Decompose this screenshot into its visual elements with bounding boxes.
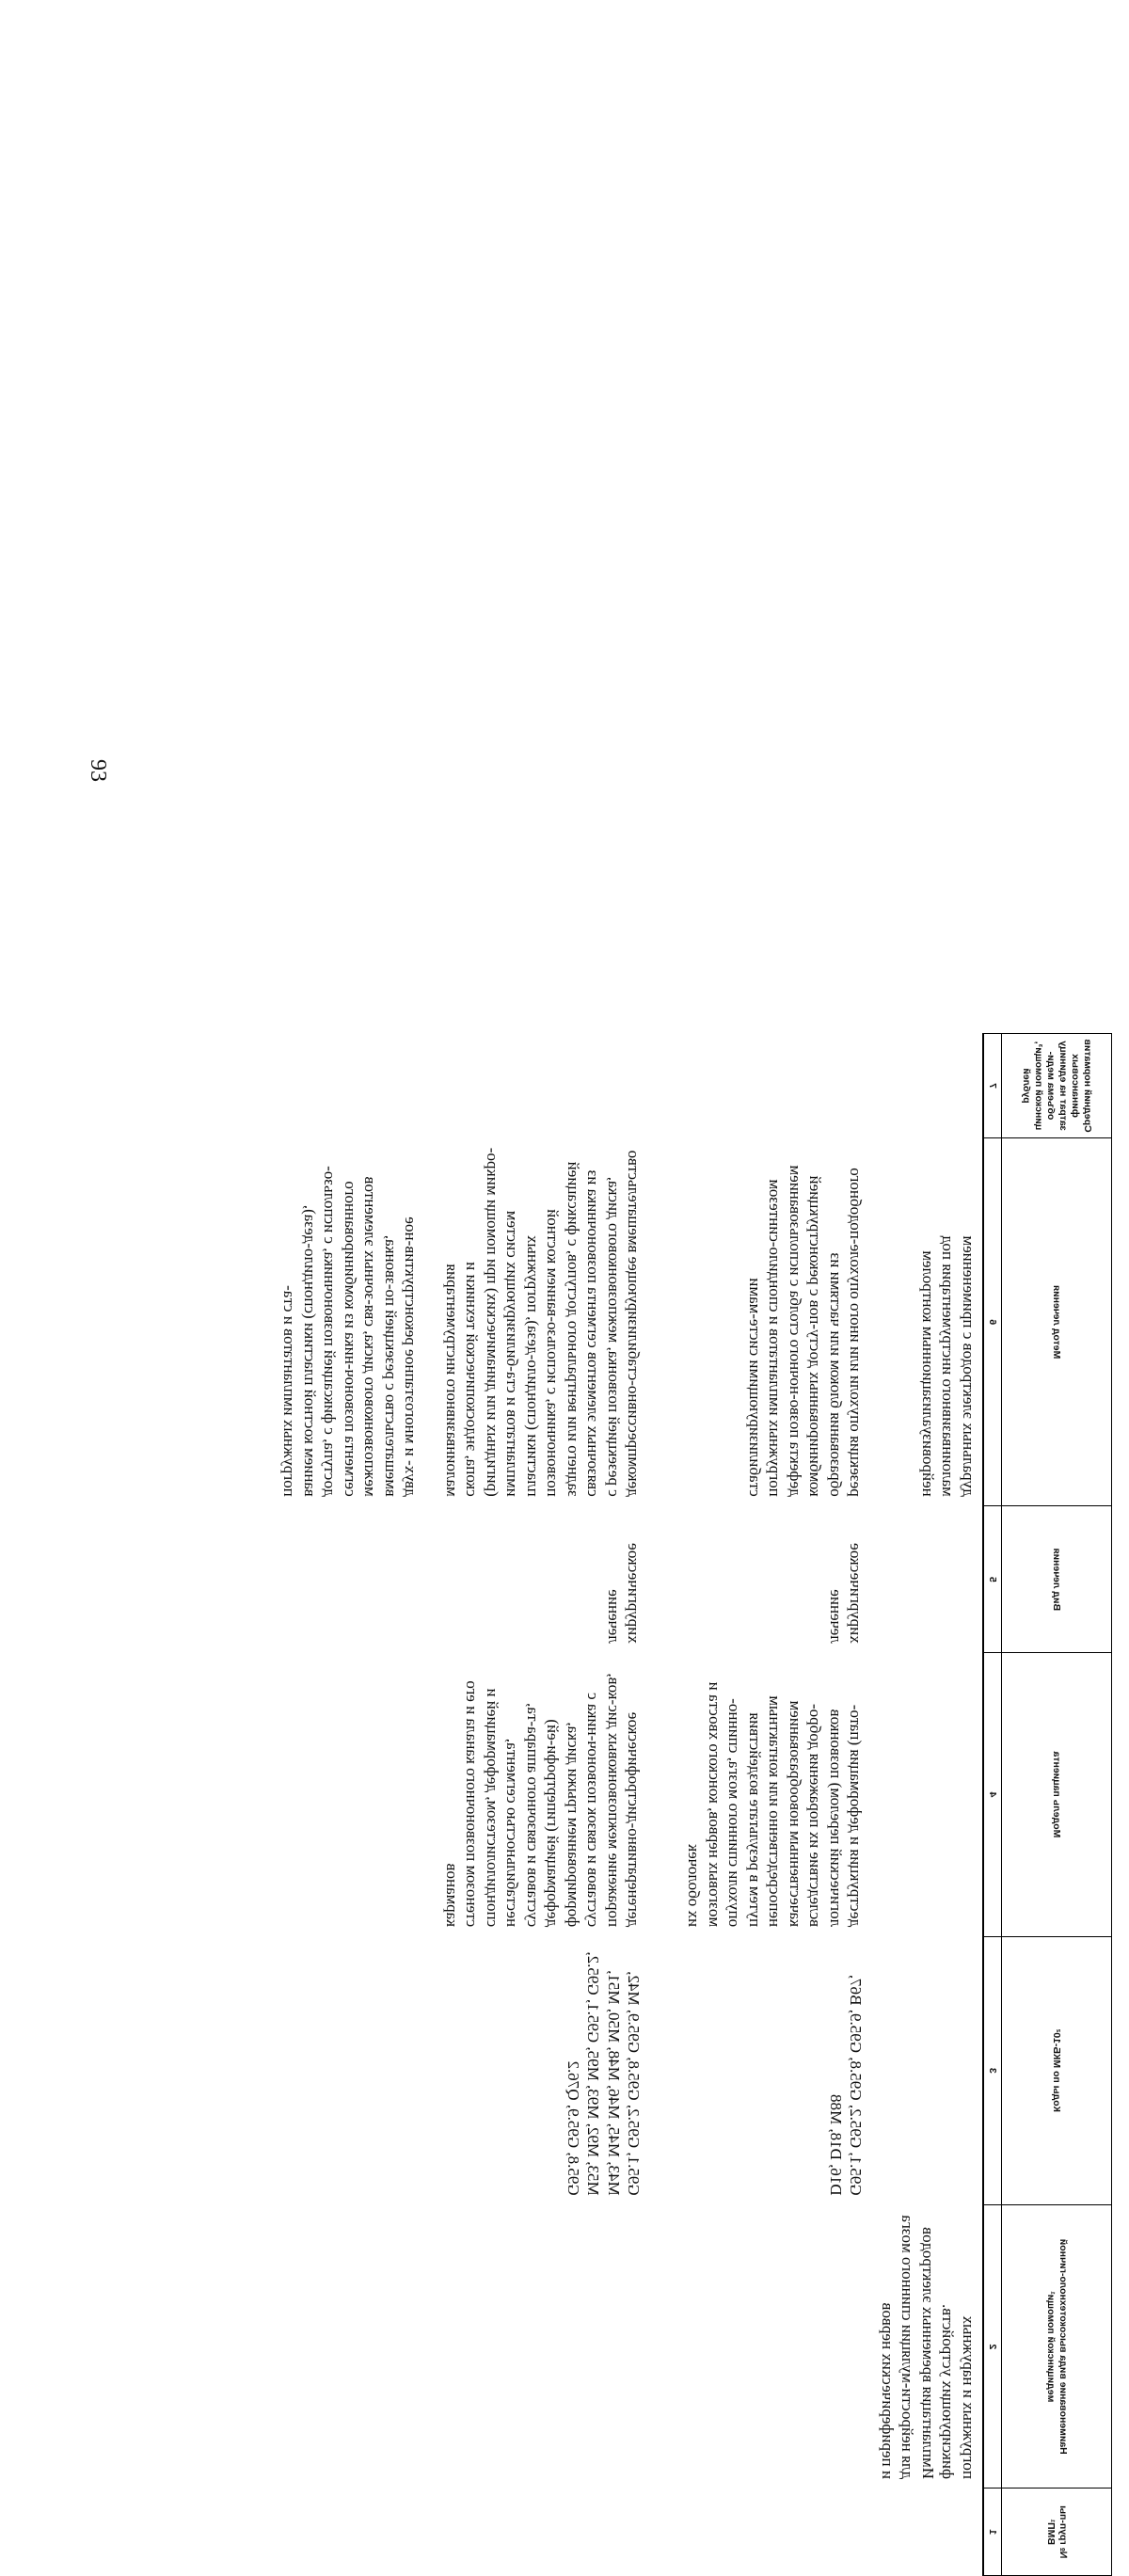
table-container [128,1033,1112,2576]
header-average-cost: Средний норматив финансовых затрат на единицу объема меди-цинской помощи³, рублей [1002,1034,1112,1138]
column-number: 4 [983,1653,1002,1936]
average-cost-cell [870,1034,984,1138]
table-row [870,1034,984,2576]
treatment-type-cell: хирургическое лечение [827,1543,866,1644]
treatment-type-cell: хирургическое лечение [605,1543,644,1644]
patient-model-cell: деструкция и деформация (пато-логический перелом) позвонков вследствие их поражения добро-качественным новообразованием непосредственно или контактным путем в результате воздействия опухоли спинного мозга, спинно-мозговых нервов, конского хвоста и их оболочек [685,1681,866,1928]
group-number-cell [870,2489,984,2576]
group-number-cell [272,2489,648,2576]
header-group-number: № груп-пы ВМП¹ [1002,2489,1112,2576]
header-vmp-name: Наименование вида высокотехноло-гичной медицинской помощи¹ [1002,2205,1112,2489]
table-row [648,1034,870,2576]
patient-model-cell [870,1653,984,1936]
vmp-name-cell [648,2205,870,2489]
header-icd-codes: Коды по МКБ-10² [1002,1936,1112,2205]
treatment-method-text: декомпрессивно-стабилизирующее вмешательство с резекцией позвонка, межпозвонкового диска, связочных элементов сегмента позвоночника из заднего или вентрального доступов, с фиксацией позвоночника, с использо-ванием костной пластики (спондило-деза), погружных имплантатов и ста-билизирующих систем (ригидных или динамических) при помощи микро-скопа, эндоскопической техники и малоинвазивного инструментария [443,1147,644,1497]
group-number-cell [648,2489,870,2576]
column-number: 2 [983,2205,1002,2489]
treatment-method-cell: дуральных электродов с применением малоинвазивного инструментария под нейровизуализационным контролем [919,1235,978,1497]
header-treatment-type: Вид лечения [1002,1506,1112,1653]
column-number: 5 [983,1506,1002,1653]
icd-codes-cell [870,1936,984,2205]
header-row [1002,1034,1112,2576]
column-number: 3 [983,1936,1002,2205]
vmp-table [272,1033,1112,2576]
header-treatment-method: Метод лечения [1002,1138,1112,1506]
column-number: 6 [983,1138,1002,1506]
average-cost-cell [648,1034,870,1138]
table-row [272,1034,648,2576]
vmp-name-cell: погружных и наружных фиксирующих устройств. Имплантация временных электродов для нейрости-муляции спинного мозга и периферических нервов [879,2215,978,2479]
column-number: 7 [983,1034,1002,1138]
rotated-page [128,1033,1112,2576]
column-number: 1 [983,2489,1002,2576]
column-number-row [983,1034,1002,2576]
page-number: 93 [86,759,110,782]
treatment-method-text-2: двух- и многоэтапное реконструктив-ное вмешательство с резекцией по-звонка, межпозвонкового диска, свя-зочных элементов сегмента позвоноч-ника из комбинированного доступа, с фиксацией позвоночника, с использо-ванием костной пластики (спондило-деза), погружных имплантатов и ста- [280,1166,421,1497]
treatment-method-cell [272,1138,648,1506]
icd-codes-cell: G95.1, G95.2, G95.8, G95.9, B67, D16, D18, M88 [827,1974,866,2196]
patient-model-cell: дегенеративно-дистрофическое поражение межпозвонковых дис-ков, суставов и связок позвоноч-ника с формированием грыжи диска, деформацией (гипертрофи-ей) суставов и связочного аппара-та, нестабильностью сегмента, спондилолистезом, деформацией и стенозом позвоночного канала и его карманов [443,1673,644,1928]
icd-codes-cell: G95.1, G95.2, G95.8, G95.9, M42, M43, M45, M46, M48, M50, M51, M53, M92, M93, M95, G95.1, G95.2, G95.8, G95.9, Q76.2 [564,1951,644,2196]
header-patient-model: Модель пациента [1002,1653,1112,1936]
treatment-type-cell [870,1506,984,1653]
treatment-method-cell: резекция опухоли или иного опухоле-подобного образования блоком или частями из комбинированных досту-пов с реконструкцией дефекта позво-ночного столба с использованием погружных имплантатов и спондило-синтезом стабилизирующими систе-мами [746,1165,866,1497]
vmp-name-cell [272,2205,648,2489]
average-cost-cell [272,1034,648,1138]
